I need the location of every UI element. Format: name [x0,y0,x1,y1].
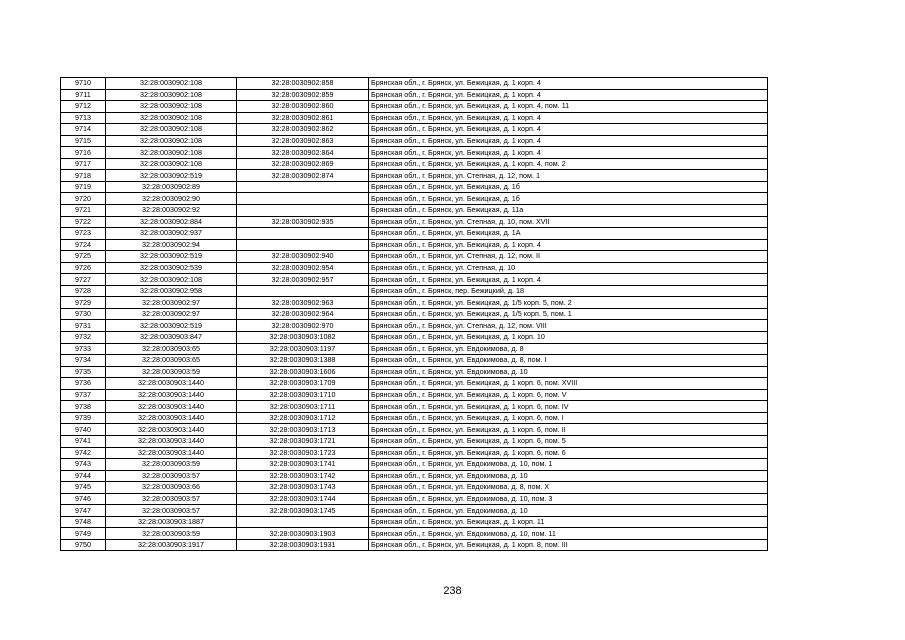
parent-cadastral-cell: 32:28:0030902:108 [106,147,237,159]
table-row [61,216,768,228]
address-cell: Брянская обл., г. Брянск, ул. Евдокимова, д. 10, пом. 1 [369,459,768,471]
address-cell: Брянская обл., г. Брянск, ул. Бежицкая, д. 1 корп. 10 [369,332,768,344]
parent-cadastral-cell: 32:28:0030902:108 [106,89,237,101]
table-row [61,135,768,147]
cadastral-number-cell: 32:28:0030902:864 [237,147,369,159]
row-number-cell: 9744 [61,470,106,482]
cadastral-number-cell [237,239,369,251]
address-cell: Брянская обл., г. Брянск, ул. Бежицкая, д. 1 корп. 8, пом. III [369,539,768,551]
address-cell: Брянская обл., г. Брянск, ул. Бежицкая, д. 1/5 корп. 5, пом. 1 [369,308,768,320]
parent-cadastral-cell: 32:28:0030903:847 [106,332,237,344]
table-row [61,320,768,332]
parent-cadastral-cell: 32:28:0030903:1887 [106,516,237,528]
table-row [61,332,768,344]
row-number-cell: 9721 [61,205,106,217]
row-number-cell: 9727 [61,274,106,286]
parent-cadastral-cell: 32:28:0030903:59 [106,459,237,471]
cadastral-number-cell: 32:28:0030902:940 [237,251,369,263]
table-row [61,181,768,193]
row-number-cell: 9740 [61,424,106,436]
table-row [61,447,768,459]
cadastral-number-cell: 32:28:0030902:970 [237,320,369,332]
row-number-cell: 9746 [61,493,106,505]
row-number-cell: 9715 [61,135,106,147]
table-row [61,147,768,159]
address-cell: Брянская обл., г. Брянск, ул. Бежицкая, д. 1А [369,228,768,240]
table-row [61,459,768,471]
cadastral-number-cell: 32:28:0030903:1713 [237,424,369,436]
address-cell: Брянская обл., г. Брянск, ул. Бежицкая, д. 1 корп. 4 [369,89,768,101]
row-number-cell: 9724 [61,239,106,251]
cadastral-number-cell: 32:28:0030903:1712 [237,412,369,424]
parent-cadastral-cell: 32:28:0030902:108 [106,112,237,124]
table-row [61,378,768,390]
address-cell: Брянская обл., г. Брянск, ул. Евдокимова, д. 8, пом. I [369,355,768,367]
parent-cadastral-cell: 32:28:0030902:89 [106,181,237,193]
table-row [61,274,768,286]
parent-cadastral-cell: 32:28:0030903:59 [106,366,237,378]
parent-cadastral-cell: 32:28:0030902:539 [106,262,237,274]
row-number-cell: 9726 [61,262,106,274]
address-cell: Брянская обл., г. Брянск, ул. Бежицкая, д. 1 корп. 4, пом. 11 [369,101,768,113]
table-row [61,239,768,251]
address-cell: Брянская обл., г. Брянск, ул. Бежицкая, д. 1 корп. 4 [369,239,768,251]
parent-cadastral-cell: 32:28:0030902:108 [106,78,237,90]
row-number-cell: 9713 [61,112,106,124]
address-cell: Брянская обл., г. Брянск, ул. Степная, д. 10, пом. XVII [369,216,768,228]
parent-cadastral-cell: 32:28:0030902:108 [106,135,237,147]
table-row [61,505,768,517]
table-row [61,470,768,482]
row-number-cell: 9742 [61,447,106,459]
table-row [61,158,768,170]
address-cell: Брянская обл., г. Брянск, ул. Евдокимова, д. 10 [369,366,768,378]
parent-cadastral-cell: 32:28:0030902:937 [106,228,237,240]
row-number-cell: 9711 [61,89,106,101]
table-row [61,228,768,240]
cadastral-number-cell: 32:28:0030903:1742 [237,470,369,482]
table-row [61,193,768,205]
row-number-cell: 9717 [61,158,106,170]
table-row [61,205,768,217]
address-cell: Брянская обл., г. Брянск, ул. Евдокимова, д. 10, пом. 3 [369,493,768,505]
cadastral-number-cell: 32:28:0030902:869 [237,158,369,170]
parent-cadastral-cell: 32:28:0030903:66 [106,482,237,494]
table-row [61,366,768,378]
table-row [61,112,768,124]
row-number-cell: 9750 [61,539,106,551]
row-number-cell: 9739 [61,412,106,424]
row-number-cell: 9716 [61,147,106,159]
cadastral-number-cell: 32:28:0030903:1721 [237,435,369,447]
row-number-cell: 9743 [61,459,106,471]
cadastral-number-cell: 32:28:0030903:1931 [237,539,369,551]
row-number-cell: 9736 [61,378,106,390]
parent-cadastral-cell: 32:28:0030902:519 [106,251,237,263]
table-row [61,412,768,424]
parent-cadastral-cell: 32:28:0030902:92 [106,205,237,217]
address-cell: Брянская обл., г. Брянск, ул. Бежицкая, д. 1 корп. 4 [369,124,768,136]
row-number-cell: 9719 [61,181,106,193]
row-number-cell: 9728 [61,285,106,297]
cadastral-number-cell: 32:28:0030903:1709 [237,378,369,390]
address-cell: Брянская обл., г. Брянск, ул. Степная, д. 12, пом. VIII [369,320,768,332]
address-cell: Брянская обл., г. Брянск, ул. Бежицкая, д. 1 корп. 6, пом. XVIII [369,378,768,390]
parent-cadastral-cell: 32:28:0030903:1440 [106,435,237,447]
table-row [61,285,768,297]
row-number-cell: 9733 [61,343,106,355]
address-cell: Брянская обл., г. Брянск, ул. Евдокимова, д. 10, пом. 11 [369,528,768,540]
table-row [61,124,768,136]
parent-cadastral-cell: 32:28:0030902:108 [106,158,237,170]
cadastral-number-cell: 32:28:0030903:1745 [237,505,369,517]
cadastral-number-cell: 32:28:0030902:862 [237,124,369,136]
address-cell: Брянская обл., г. Брянск, ул. Евдокимова, д. 10 [369,470,768,482]
parent-cadastral-cell: 32:28:0030902:958 [106,285,237,297]
cadastral-number-cell: 32:28:0030902:935 [237,216,369,228]
cadastral-number-cell: 32:28:0030903:1903 [237,528,369,540]
table-row [61,528,768,540]
address-cell: Брянская обл., г. Брянск, ул. Бежицкая, д. 1/5 корп. 5, пом. 2 [369,297,768,309]
address-cell: Брянская обл., г. Брянск, ул. Бежицкая, д. 1 корп. 6, пом. 5 [369,435,768,447]
row-number-cell: 9725 [61,251,106,263]
row-number-cell: 9738 [61,401,106,413]
cadastral-number-cell: 32:28:0030903:1197 [237,343,369,355]
parent-cadastral-cell: 32:28:0030903:57 [106,493,237,505]
row-number-cell: 9722 [61,216,106,228]
cadastral-number-cell: 32:28:0030902:957 [237,274,369,286]
row-number-cell: 9723 [61,228,106,240]
parent-cadastral-cell: 32:28:0030902:108 [106,274,237,286]
table-row [61,389,768,401]
row-number-cell: 9745 [61,482,106,494]
address-cell: Брянская обл., г. Брянск, ул. Бежицкая, д. 1 корп. 6, пом. II [369,424,768,436]
cadastral-number-cell [237,285,369,297]
table-row [61,424,768,436]
cadastral-number-cell: 32:28:0030903:1743 [237,482,369,494]
table-row [61,516,768,528]
table-row [61,493,768,505]
row-number-cell: 9730 [61,308,106,320]
cadastral-number-cell [237,228,369,240]
address-cell: Брянская обл., г. Брянск, ул. Бежицкая, д. 1 корп. 11 [369,516,768,528]
cadastral-number-cell: 32:28:0030902:860 [237,101,369,113]
parent-cadastral-cell: 32:28:0030902:519 [106,320,237,332]
parent-cadastral-cell: 32:28:0030903:1440 [106,447,237,459]
parent-cadastral-cell: 32:28:0030903:1440 [106,401,237,413]
table-row [61,355,768,367]
address-cell: Брянская обл., г. Брянск, ул. Степная, д. 12, пом. 1 [369,170,768,182]
address-cell: Брянская обл., г. Брянск, ул. Бежицкая, д. 1 корп. 4 [369,274,768,286]
row-number-cell: 9720 [61,193,106,205]
registry-table [60,77,768,551]
page-number: 238 [443,585,462,597]
parent-cadastral-cell: 32:28:0030903:1440 [106,412,237,424]
table-row [61,343,768,355]
address-cell: Брянская обл., г. Брянск, ул. Бежицкая, д. 1 корп. 6, пом. V [369,389,768,401]
table-row [61,89,768,101]
parent-cadastral-cell: 32:28:0030903:57 [106,470,237,482]
row-number-cell: 9747 [61,505,106,517]
cadastral-number-cell: 32:28:0030903:1741 [237,459,369,471]
table-row [61,101,768,113]
row-number-cell: 9729 [61,297,106,309]
table-row [61,308,768,320]
cadastral-number-cell: 32:28:0030902:859 [237,89,369,101]
parent-cadastral-cell: 32:28:0030902:94 [106,239,237,251]
row-number-cell: 9718 [61,170,106,182]
parent-cadastral-cell: 32:28:0030902:97 [106,308,237,320]
address-cell: Брянская обл., г. Брянск, ул. Бежицкая, д. 1б [369,193,768,205]
parent-cadastral-cell: 32:28:0030902:519 [106,170,237,182]
table-row [61,435,768,447]
parent-cadastral-cell: 32:28:0030902:108 [106,101,237,113]
cadastral-number-cell: 32:28:0030902:861 [237,112,369,124]
table-row [61,401,768,413]
address-cell: Брянская обл., г. Брянск, ул. Бежицкая, д. 1б [369,181,768,193]
row-number-cell: 9741 [61,435,106,447]
cadastral-number-cell: 32:28:0030903:1723 [237,447,369,459]
cadastral-number-cell: 32:28:0030903:1711 [237,401,369,413]
cadastral-number-cell: 32:28:0030902:964 [237,308,369,320]
cadastral-number-cell [237,205,369,217]
cadastral-number-cell [237,181,369,193]
address-cell: Брянская обл., г. Брянск, ул. Бежицкая, д. 11а [369,205,768,217]
row-number-cell: 9712 [61,101,106,113]
parent-cadastral-cell: 32:28:0030903:57 [106,505,237,517]
address-cell: Брянская обл., г. Брянск, ул. Евдокимова, д. 8, пом. X [369,482,768,494]
row-number-cell: 9748 [61,516,106,528]
cadastral-number-cell: 32:28:0030902:874 [237,170,369,182]
cadastral-number-cell: 32:28:0030902:858 [237,78,369,90]
table-row [61,251,768,263]
cadastral-number-cell: 32:28:0030903:1744 [237,493,369,505]
row-number-cell: 9714 [61,124,106,136]
row-number-cell: 9735 [61,366,106,378]
parent-cadastral-cell: 32:28:0030903:65 [106,355,237,367]
registry-table-body [61,78,768,551]
parent-cadastral-cell: 32:28:0030903:1440 [106,424,237,436]
parent-cadastral-cell: 32:28:0030903:1440 [106,378,237,390]
cadastral-number-cell: 32:28:0030902:863 [237,135,369,147]
address-cell: Брянская обл., г. Брянск, ул. Евдокимова, д. 10 [369,505,768,517]
parent-cadastral-cell: 32:28:0030902:108 [106,124,237,136]
address-cell: Брянская обл., г. Брянск, ул. Евдокимова, д. 8 [369,343,768,355]
address-cell: Брянская обл., г. Брянск, ул. Бежицкая, д. 1 корп. 4, пом. 2 [369,158,768,170]
parent-cadastral-cell: 32:28:0030903:59 [106,528,237,540]
cadastral-number-cell [237,193,369,205]
table-row [61,482,768,494]
parent-cadastral-cell: 32:28:0030903:1440 [106,389,237,401]
row-number-cell: 9737 [61,389,106,401]
table-row [61,262,768,274]
cadastral-number-cell [237,516,369,528]
row-number-cell: 9710 [61,78,106,90]
parent-cadastral-cell: 32:28:0030902:90 [106,193,237,205]
row-number-cell: 9731 [61,320,106,332]
parent-cadastral-cell: 32:28:0030903:65 [106,343,237,355]
table-row [61,297,768,309]
cadastral-number-cell: 32:28:0030903:1388 [237,355,369,367]
address-cell: Брянская обл., г. Брянск, ул. Бежицкая, д. 1 корп. 4 [369,112,768,124]
table-row [61,170,768,182]
cadastral-number-cell: 32:28:0030902:963 [237,297,369,309]
parent-cadastral-cell: 32:28:0030903:1917 [106,539,237,551]
parent-cadastral-cell: 32:28:0030902:884 [106,216,237,228]
address-cell: Брянская обл., г. Брянск, ул. Бежицкая, д. 1 корп. 6, пом. I [369,412,768,424]
cadastral-number-cell: 32:28:0030902:954 [237,262,369,274]
cadastral-number-cell: 32:28:0030903:1606 [237,366,369,378]
address-cell: Брянская обл., г. Брянск, ул. Степная, д. 10 [369,262,768,274]
address-cell: Брянская обл., г. Брянск, пер. Бежицкий, д. 18 [369,285,768,297]
row-number-cell: 9749 [61,528,106,540]
cadastral-number-cell: 32:28:0030903:1710 [237,389,369,401]
address-cell: Брянская обл., г. Брянск, ул. Бежицкая, д. 1 корп. 4 [369,147,768,159]
table-row [61,539,768,551]
row-number-cell: 9734 [61,355,106,367]
address-cell: Брянская обл., г. Брянск, ул. Бежицкая, д. 1 корп. 6, пом. 6 [369,447,768,459]
row-number-cell: 9732 [61,332,106,344]
address-cell: Брянская обл., г. Брянск, ул. Бежицкая, д. 1 корп. 4 [369,135,768,147]
address-cell: Брянская обл., г. Брянск, ул. Степная, д. 12, пом. II [369,251,768,263]
address-cell: Брянская обл., г. Брянск, ул. Бежицкая, д. 1 корп. 4 [369,78,768,90]
table-row [61,78,768,90]
cadastral-number-cell: 32:28:0030903:1082 [237,332,369,344]
address-cell: Брянская обл., г. Брянск, ул. Бежицкая, д. 1 корп. 6, пом. IV [369,401,768,413]
parent-cadastral-cell: 32:28:0030902:97 [106,297,237,309]
